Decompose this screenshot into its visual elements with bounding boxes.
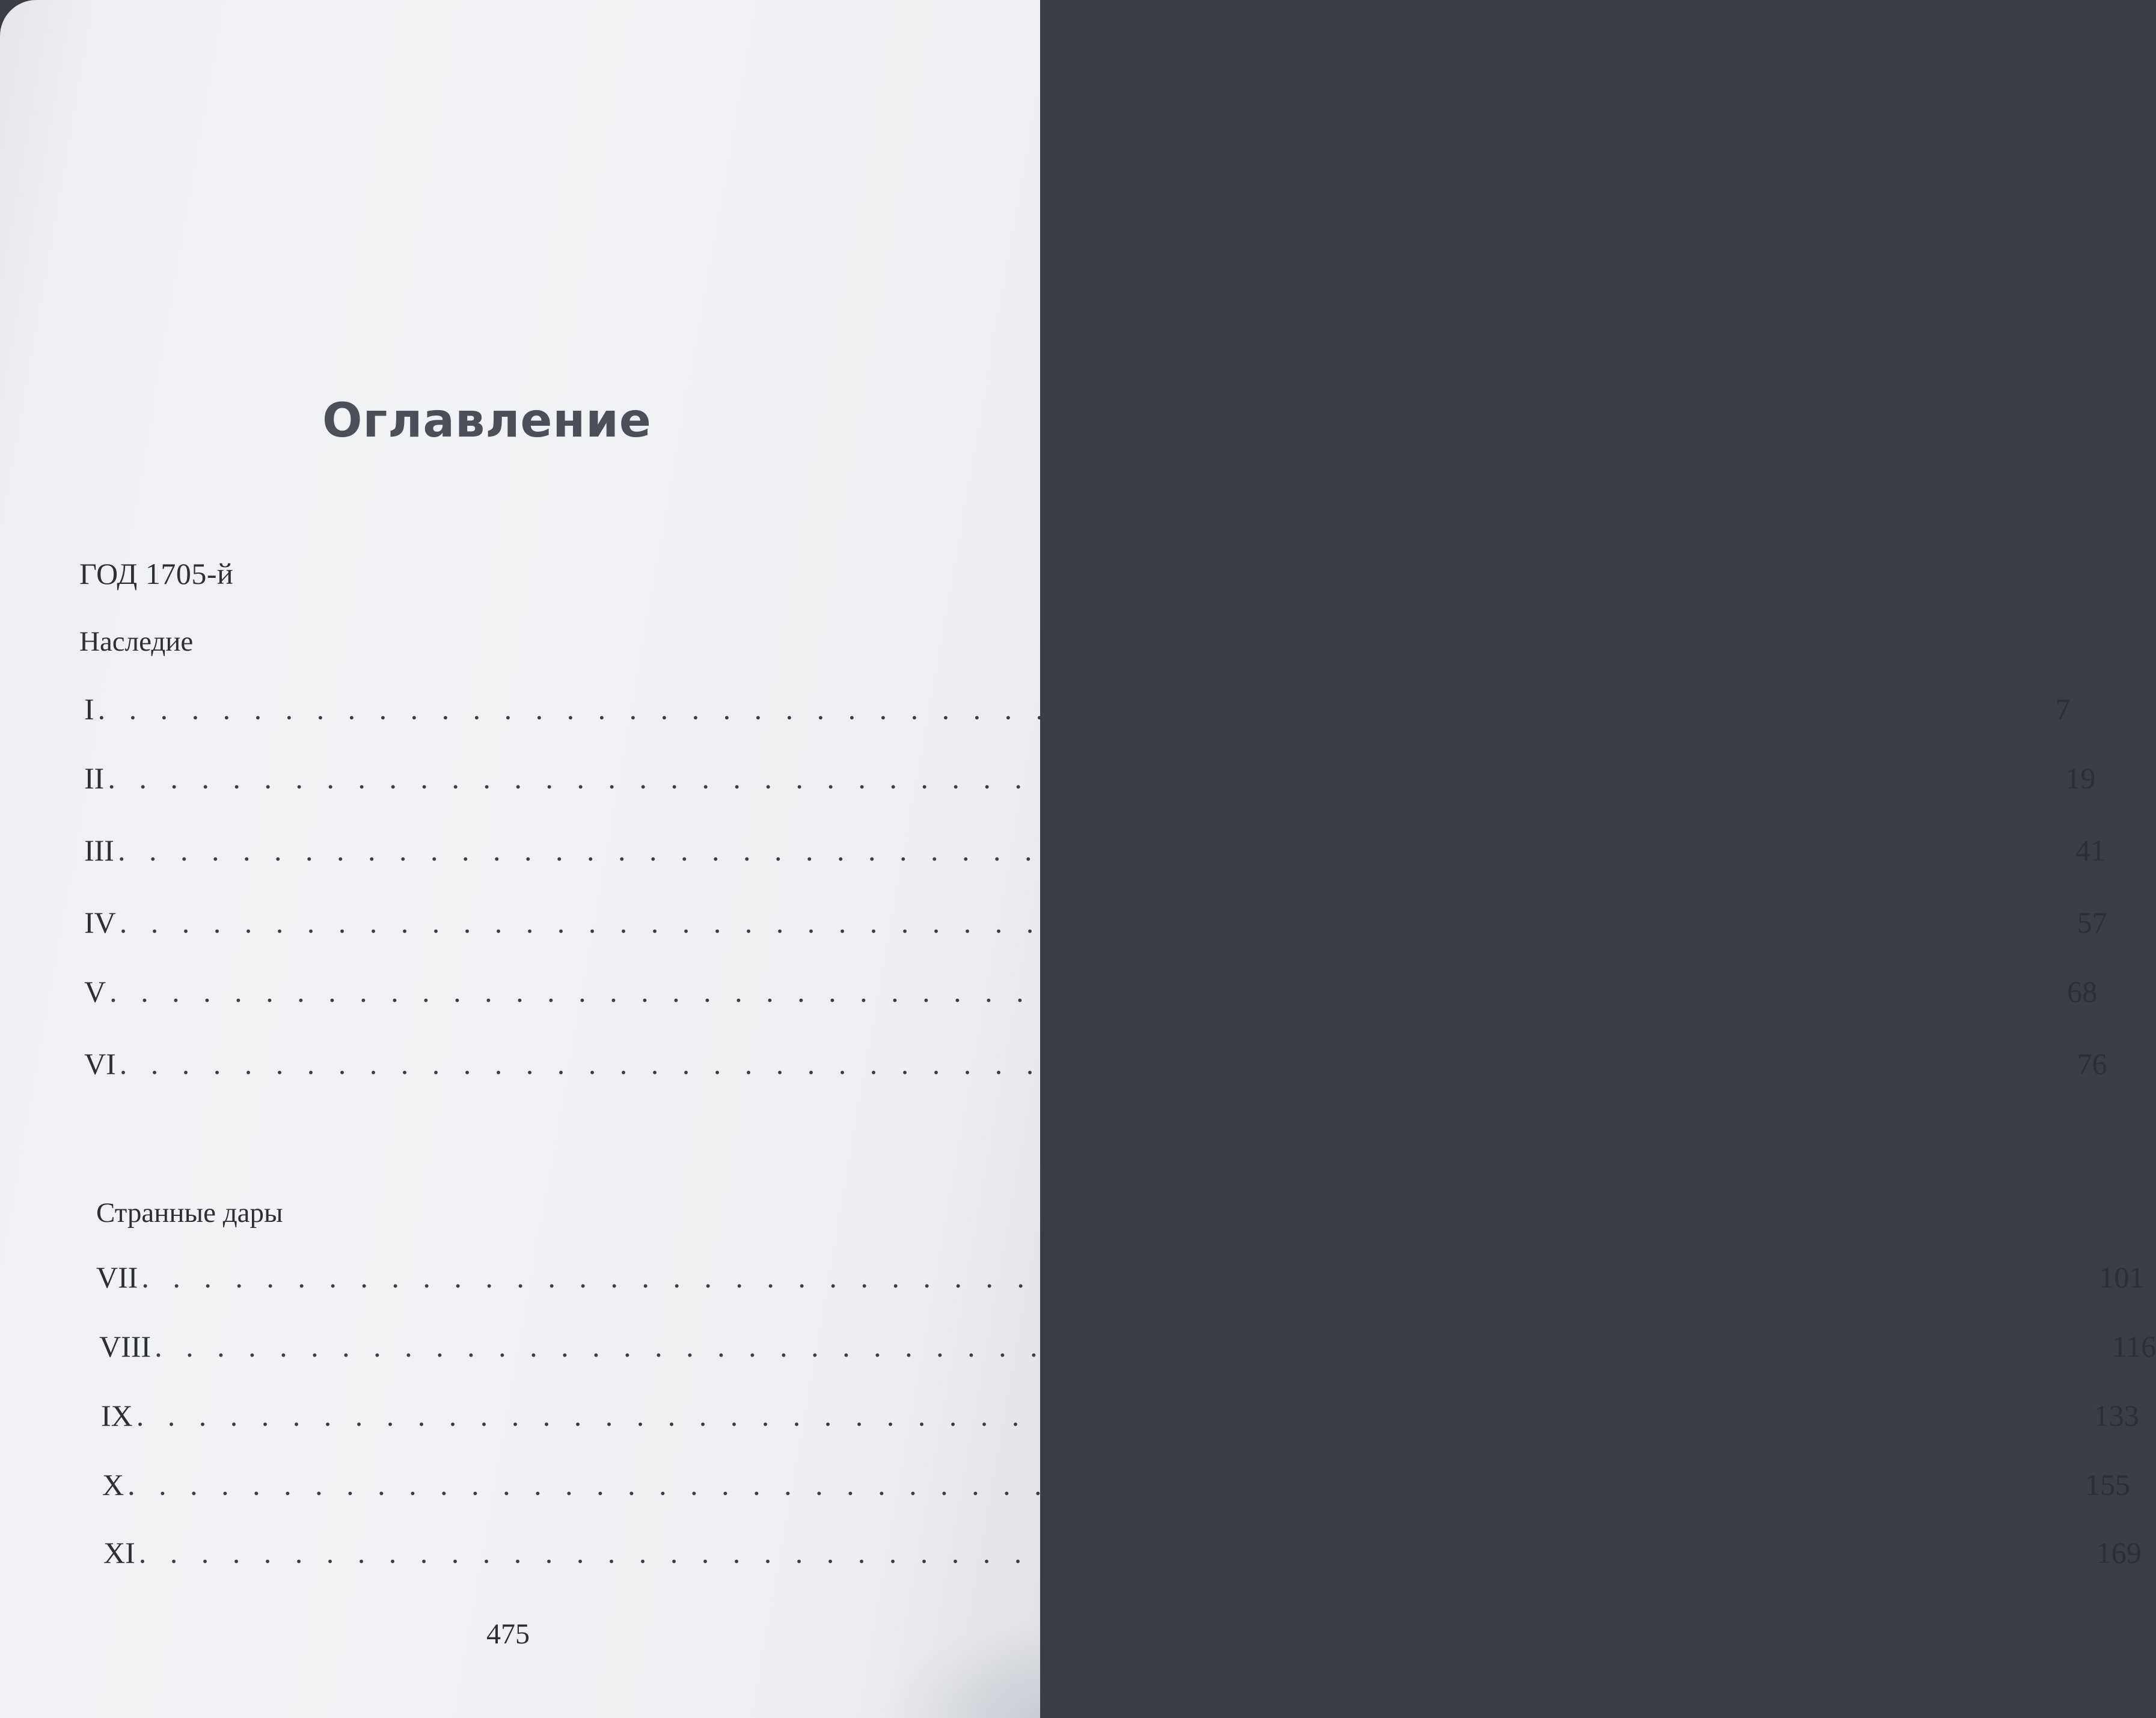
chapter-number: III: [84, 833, 114, 867]
page-ref: 68: [2067, 975, 2098, 1008]
toc-entry: [84, 905, 2107, 941]
toc-entry: [84, 1046, 2107, 1082]
page-ref: 41: [2075, 833, 2105, 867]
dot-leader: . . . . . . . . . . . . . . . . . . . . . . . . . . . . . . . . . . . . . . . . . . . . . . . . . . . . . . . . . . . . . . .: [119, 1047, 2074, 1081]
toc-entry: [84, 833, 2105, 869]
chapter-number: II: [84, 761, 105, 795]
dot-leader: . . . . . . . . . . . . . . . . . . . . . . . . . . . . . . . . . . . . . . . . . . . . . . . . . . . . . . . . . . . . . . .: [141, 1260, 2096, 1294]
dot-leader: . . . . . . . . . . . . . . . . . . . . . . . . . . . . . . . . . . . . . . . . . . . . . . . . . . . . . . . . . . . . . . .: [109, 975, 2064, 1008]
dot-leader: . . . . . . . . . . . . . . . . . . . . . . . . . . . . . . . . . . . . . . . . . . . . . . . . . . . . . . . . . . . . . . .: [108, 761, 2062, 795]
page-ref: 57: [2077, 906, 2107, 939]
page-ref: 133: [2093, 1399, 2139, 1432]
chapter-number: V: [84, 975, 106, 1008]
chapter-number: IV: [84, 906, 116, 939]
toc-entry: [103, 1535, 2142, 1571]
page-ref: 19: [2065, 761, 2096, 795]
dot-leader: . . . . . . . . . . . . . . . . . . . . . . . . . . . . . . . . . . . . . . . . . . . . . . . . . . . . . . . . . . . . . . .: [138, 1536, 2093, 1569]
toc-entry: [84, 692, 2071, 728]
dot-leader: . . . . . . . . . . . . . . . . . . . . . . . . . . . . . . . . . . . . . . . . . . . . . . . . . . . . . . . . . . . . . . .: [97, 692, 2052, 726]
toc-entry: [101, 1398, 2139, 1434]
chapter-number: IX: [101, 1399, 133, 1432]
section-heading: Наследие: [79, 626, 194, 657]
toc-entry: [96, 1260, 2145, 1296]
chapter-number: VI: [84, 1047, 116, 1081]
dot-leader: . . . . . . . . . . . . . . . . . . . . . . . . . . . . . . . . . . . . . . . . . . . . . . . . . . . . . . . . . . . . . . .: [117, 833, 2072, 867]
chapter-number: I: [84, 692, 94, 726]
chapter-number: X: [102, 1468, 124, 1502]
page-title: Оглавление: [322, 394, 652, 448]
toc-entry: [102, 1467, 2131, 1503]
dot-leader: . . . . . . . . . . . . . . . . . . . . . . . . . . . . . . . . . . . . . . . . . . . . . . . . . . . . . . . . . . . . . . .: [155, 1330, 2109, 1363]
dot-leader: . . . . . . . . . . . . . . . . . . . . . . . . . . . . . . . . . . . . . . . . . . . . . . . . . . . . . . . . . . . . . . .: [119, 906, 2074, 939]
part-heading: ГОД 1705-й: [79, 557, 234, 591]
chapter-number: VII: [96, 1260, 138, 1294]
toc-entry: [84, 974, 2098, 1010]
page-ref: 101: [2099, 1260, 2145, 1294]
dot-leader: . . . . . . . . . . . . . . . . . . . . . . . . . . . . . . . . . . . . . . . . . . . . . . . . . . . . . . . . . . . . . . .: [127, 1468, 2082, 1502]
section-heading: Странные дары: [96, 1197, 283, 1229]
page-ref: 7: [2055, 692, 2071, 726]
page-ref: 76: [2077, 1047, 2107, 1081]
page-ref: 155: [2085, 1468, 2131, 1502]
page-ref: 116: [2112, 1330, 2156, 1363]
page-ref: 169: [2096, 1536, 2142, 1569]
toc-entry: [99, 1329, 2156, 1365]
page-number: 475: [486, 1618, 530, 1650]
toc-entry: [84, 761, 2096, 797]
chapter-number: VIII: [99, 1330, 152, 1363]
dot-leader: . . . . . . . . . . . . . . . . . . . . . . . . . . . . . . . . . . . . . . . . . . . . . . . . . . . . . . . . . . . . . . .: [136, 1399, 2090, 1432]
chapter-number: XI: [103, 1536, 135, 1569]
